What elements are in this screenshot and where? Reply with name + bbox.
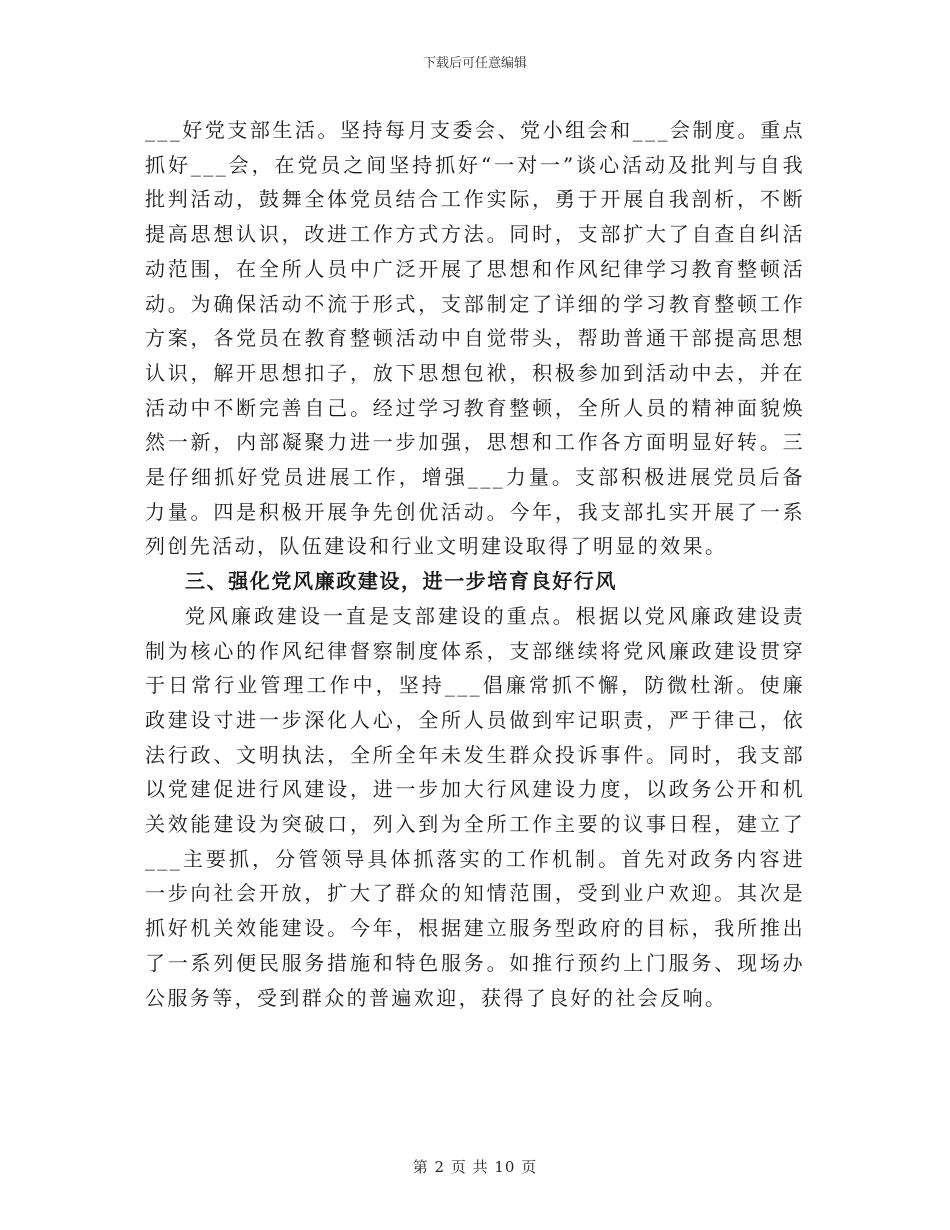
page-header: 下载后可任意编辑 — [422, 56, 527, 71]
section-heading: 三、强化党风廉政建设，进一步培育良好行风 — [185, 569, 617, 594]
body-paragraph: 党风廉政建设一直是支部建设的重点。根据以党风廉政建设责制为核心的作风纪律督察制度体系，支部继续将党风廉政建设贯穿于日常行业管理工作中，坚持___倡廉常抓不懈，防微杜渐。使廉政建设寸进一步深化人心，全所人员做到牢记职责，严于律己，依法行政、文明执法，全所全年未发生群众投诉事件。同时，我支部以党建促进行风建设，进一步加大行风建设力度，以政务公开和机关效能建设为突破口，列入到为全所工作主要的议事日程，建立了___主要抓，分管领导具体抓落实的工作机制。首先对政务内容进一步向社会开放，扩大了群众的知情范围，受到业户欢迎。其次是抓好机关效能建设。今年，根据建立服务型政府的目标，我所推出了一系列便民服务措施和特色服务。如推行预约上门服务、现场办公服务等，受到群众的普遍欢迎，获得了良好的社会反响。 — [145, 603, 805, 1010]
document-body — [145, 113, 805, 1015]
body-paragraph: ___好党支部生活。坚持每月支委会、党小组会和___会制度。重点抓好___会，在党员之间坚持抓好“一对一”谈心活动及批判与自我批判活动，鼓舞全体党员结合工作实际，勇于开展自我剖析，不断提高思想认识，改进工作方式方法。同时，支部扩大了自查自纠活动范围，在全所人员中广泛开展了思想和作风纪律学习教育整顿活动。为确保活动不流于形式，支部制定了详细的学习教育整顿工作方案，各党员在教育整顿活动中自觉带头，帮助普通干部提高思想认识，解开思想扣子，放下思想包袱，积极参加到活动中去，并在活动中不断完善自己。经过学习教育整顿，全所人员的精神面貌焕然一新，内部凝聚力进一步加强，思想和工作各方面明显好转。三是仔细抓好党员进展工作，增强___力量。支部积极进展党员后备力量。四是积极开展争先创优活动。今年，我支部扎实开展了一系列创先活动，队伍建设和行业文明建设取得了明显的效果。 — [145, 118, 805, 559]
page-number: 第 2 页 共 10 页 — [412, 1158, 538, 1176]
